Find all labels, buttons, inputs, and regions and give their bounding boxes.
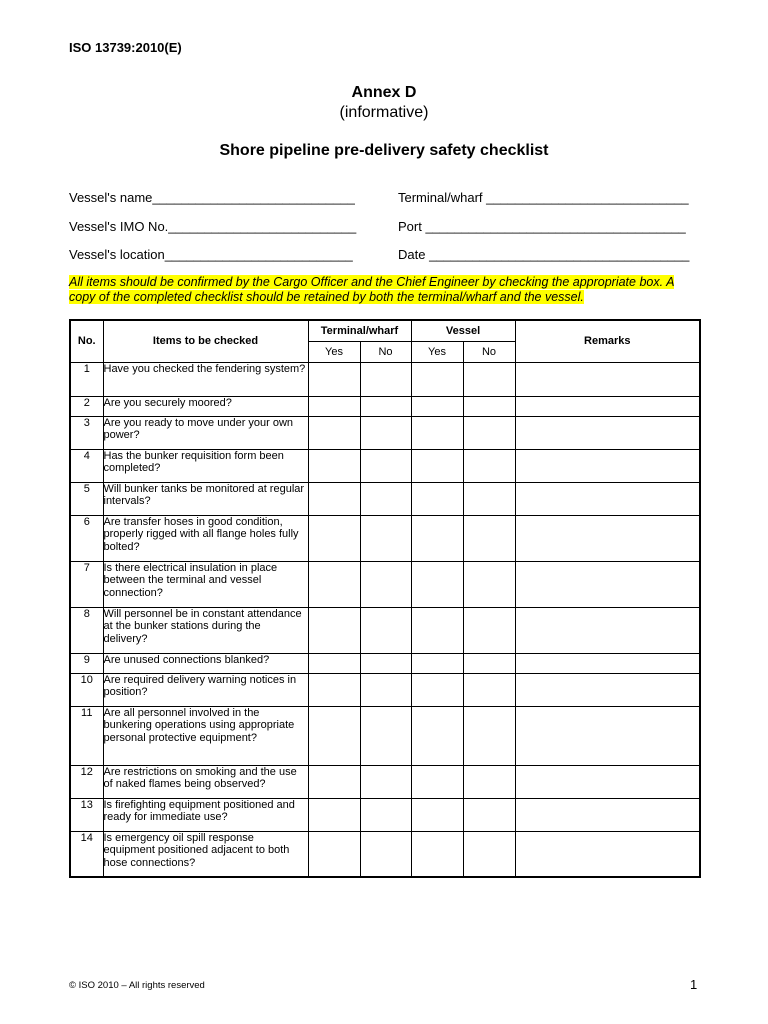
table-row: [70, 798, 700, 831]
vessel-no-box[interactable]: [463, 362, 515, 396]
annex-title: Annex D: [351, 84, 417, 101]
terminal-yes-box[interactable]: [308, 798, 360, 831]
table-row: [70, 416, 700, 449]
remarks-cell[interactable]: [515, 798, 700, 831]
terminal-yes-box[interactable]: [308, 607, 360, 653]
terminal-no-box[interactable]: [360, 362, 411, 396]
row-item: Are transfer hoses in good condition, properly rigged with all flange holes fully bolted?: [103, 515, 308, 561]
terminal-no-box[interactable]: [360, 482, 411, 515]
terminal-yes-box[interactable]: [308, 416, 360, 449]
header-vessel-no: No: [463, 341, 515, 362]
remarks-cell[interactable]: [515, 449, 700, 482]
terminal-yes-box[interactable]: [308, 515, 360, 561]
terminal-no-box[interactable]: [360, 765, 411, 798]
terminal-yes-box[interactable]: [308, 482, 360, 515]
terminal-no-box[interactable]: [360, 831, 411, 877]
annex-subtitle: (informative): [339, 104, 429, 121]
terminal-yes-box[interactable]: [308, 831, 360, 877]
row-item: Are required delivery warning notices in position?: [103, 673, 308, 706]
row-item: Will personnel be in constant attendance at the bunker stations during the delivery?: [103, 607, 308, 653]
header-no: No.: [70, 320, 103, 362]
row-item: Are all personnel involved in the bunkering operations using appropriate personal protective equipment?: [103, 706, 308, 765]
table-row: [70, 449, 700, 482]
header-terminal-yes: Yes: [308, 341, 360, 362]
terminal-wharf-field[interactable]: Terminal/wharf ____________________________: [398, 190, 689, 205]
table-row: [70, 831, 700, 877]
row-number: 3: [70, 416, 103, 449]
table-row: [70, 482, 700, 515]
terminal-no-box[interactable]: [360, 449, 411, 482]
row-number: 8: [70, 607, 103, 653]
terminal-no-box[interactable]: [360, 515, 411, 561]
vessel-no-box[interactable]: [463, 673, 515, 706]
row-number: 10: [70, 673, 103, 706]
terminal-yes-box[interactable]: [308, 362, 360, 396]
terminal-yes-box[interactable]: [308, 653, 360, 673]
table-row: [70, 515, 700, 561]
terminal-no-box[interactable]: [360, 561, 411, 607]
vessel-no-box[interactable]: [463, 515, 515, 561]
vessel-yes-box[interactable]: [411, 673, 463, 706]
remarks-cell[interactable]: [515, 482, 700, 515]
vessel-no-box[interactable]: [463, 449, 515, 482]
header-terminal: Terminal/wharf: [308, 320, 411, 341]
vessel-name-field[interactable]: Vessel's name____________________________: [69, 190, 355, 205]
vessel-no-box[interactable]: [463, 561, 515, 607]
row-number: 5: [70, 482, 103, 515]
row-item: Are you ready to move under your own power?: [103, 416, 308, 449]
vessel-yes-box[interactable]: [411, 561, 463, 607]
remarks-cell[interactable]: [515, 831, 700, 877]
vessel-no-box[interactable]: [463, 482, 515, 515]
row-item: Has the bunker requisition form been completed?: [103, 449, 308, 482]
row-item: Will bunker tanks be monitored at regular intervals?: [103, 482, 308, 515]
vessel-no-box[interactable]: [463, 607, 515, 653]
table-row: [70, 765, 700, 798]
vessel-yes-box[interactable]: [411, 396, 463, 416]
vessel-yes-box[interactable]: [411, 515, 463, 561]
page-title: Shore pipeline pre-delivery safety checklist: [219, 142, 549, 159]
row-item: Is firefighting equipment positioned and ready for immediate use?: [103, 798, 308, 831]
copyright-footer: © ISO 2010 – All rights reserved: [69, 980, 205, 991]
vessel-yes-box[interactable]: [411, 449, 463, 482]
header-vessel: Vessel: [411, 320, 515, 341]
date-field[interactable]: Date ____________________________________: [398, 247, 690, 262]
row-number: 9: [70, 653, 103, 673]
instruction-note: [69, 275, 701, 305]
row-item: Is there electrical insulation in place between the terminal and vessel connection?: [103, 561, 308, 607]
terminal-no-box[interactable]: [360, 396, 411, 416]
terminal-no-box[interactable]: [360, 653, 411, 673]
vessel-yes-box[interactable]: [411, 831, 463, 877]
row-item: Are you securely moored?: [103, 396, 308, 416]
vessel-no-box[interactable]: [463, 765, 515, 798]
row-number: 7: [70, 561, 103, 607]
header-items: Items to be checked: [103, 320, 308, 362]
vessel-yes-box[interactable]: [411, 765, 463, 798]
vessel-yes-box[interactable]: [411, 482, 463, 515]
checklist-table: [69, 319, 701, 878]
page-number: 1: [690, 977, 698, 992]
vessel-yes-box[interactable]: [411, 362, 463, 396]
remarks-cell[interactable]: [515, 416, 700, 449]
terminal-no-box[interactable]: [360, 673, 411, 706]
vessel-yes-box[interactable]: [411, 653, 463, 673]
table-row: [70, 706, 700, 765]
vessel-location-field[interactable]: Vessel's location__________________________: [69, 247, 353, 262]
vessel-yes-box[interactable]: [411, 798, 463, 831]
header-terminal-no: No: [360, 341, 411, 362]
remarks-cell[interactable]: [515, 515, 700, 561]
row-number: 2: [70, 396, 103, 416]
table-row: [70, 396, 700, 416]
terminal-yes-box[interactable]: [308, 396, 360, 416]
port-field[interactable]: Port ____________________________________: [398, 219, 686, 234]
vessel-no-box[interactable]: [463, 416, 515, 449]
terminal-yes-box[interactable]: [308, 561, 360, 607]
row-number: 4: [70, 449, 103, 482]
row-number: 6: [70, 515, 103, 561]
vessel-yes-box[interactable]: [411, 416, 463, 449]
terminal-no-box[interactable]: [360, 607, 411, 653]
terminal-yes-box[interactable]: [308, 706, 360, 765]
row-number: 1: [70, 362, 103, 396]
row-number: 11: [70, 706, 103, 765]
table-row: [70, 362, 700, 396]
vessel-no-box[interactable]: [463, 396, 515, 416]
remarks-cell[interactable]: [515, 653, 700, 673]
vessel-yes-box[interactable]: [411, 607, 463, 653]
remarks-cell[interactable]: [515, 706, 700, 765]
header-remarks: Remarks: [515, 320, 700, 362]
terminal-yes-box[interactable]: [308, 673, 360, 706]
row-number: 13: [70, 798, 103, 831]
terminal-no-box[interactable]: [360, 706, 411, 765]
vessel-no-box[interactable]: [463, 653, 515, 673]
table-row: [70, 673, 700, 706]
vessel-no-box[interactable]: [463, 798, 515, 831]
table-row: [70, 653, 700, 673]
remarks-cell[interactable]: [515, 673, 700, 706]
row-item: Are unused connections blanked?: [103, 653, 308, 673]
table-row: [70, 561, 700, 607]
terminal-no-box[interactable]: [360, 416, 411, 449]
row-number: 12: [70, 765, 103, 798]
remarks-cell[interactable]: [515, 765, 700, 798]
vessel-yes-box[interactable]: [411, 706, 463, 765]
remarks-cell[interactable]: [515, 362, 700, 396]
row-item: Are restrictions on smoking and the use of naked flames being observed?: [103, 765, 308, 798]
terminal-yes-box[interactable]: [308, 449, 360, 482]
table-row: [70, 607, 700, 653]
terminal-no-box[interactable]: [360, 798, 411, 831]
remarks-cell[interactable]: [515, 607, 700, 653]
row-item: Is emergency oil spill response equipment positioned adjacent to both hose connections?: [103, 831, 308, 877]
remarks-cell[interactable]: [515, 396, 700, 416]
vessel-no-box[interactable]: [463, 831, 515, 877]
row-item: Have you checked the fendering system?: [103, 362, 308, 396]
document-id: ISO 13739:2010(E): [69, 40, 182, 55]
vessel-no-box[interactable]: [463, 706, 515, 765]
vessel-imo-field[interactable]: Vessel's IMO No.__________________________: [69, 219, 357, 234]
header-vessel-yes: Yes: [411, 341, 463, 362]
terminal-yes-box[interactable]: [308, 765, 360, 798]
row-number: 14: [70, 831, 103, 877]
remarks-cell[interactable]: [515, 561, 700, 607]
instruction-note-text: All items should be confirmed by the Cargo Officer and the Chief Engineer by checking the appropriate box. A copy of the completed checklist should be retained by both the terminal/wharf and the vessel.: [69, 275, 675, 304]
